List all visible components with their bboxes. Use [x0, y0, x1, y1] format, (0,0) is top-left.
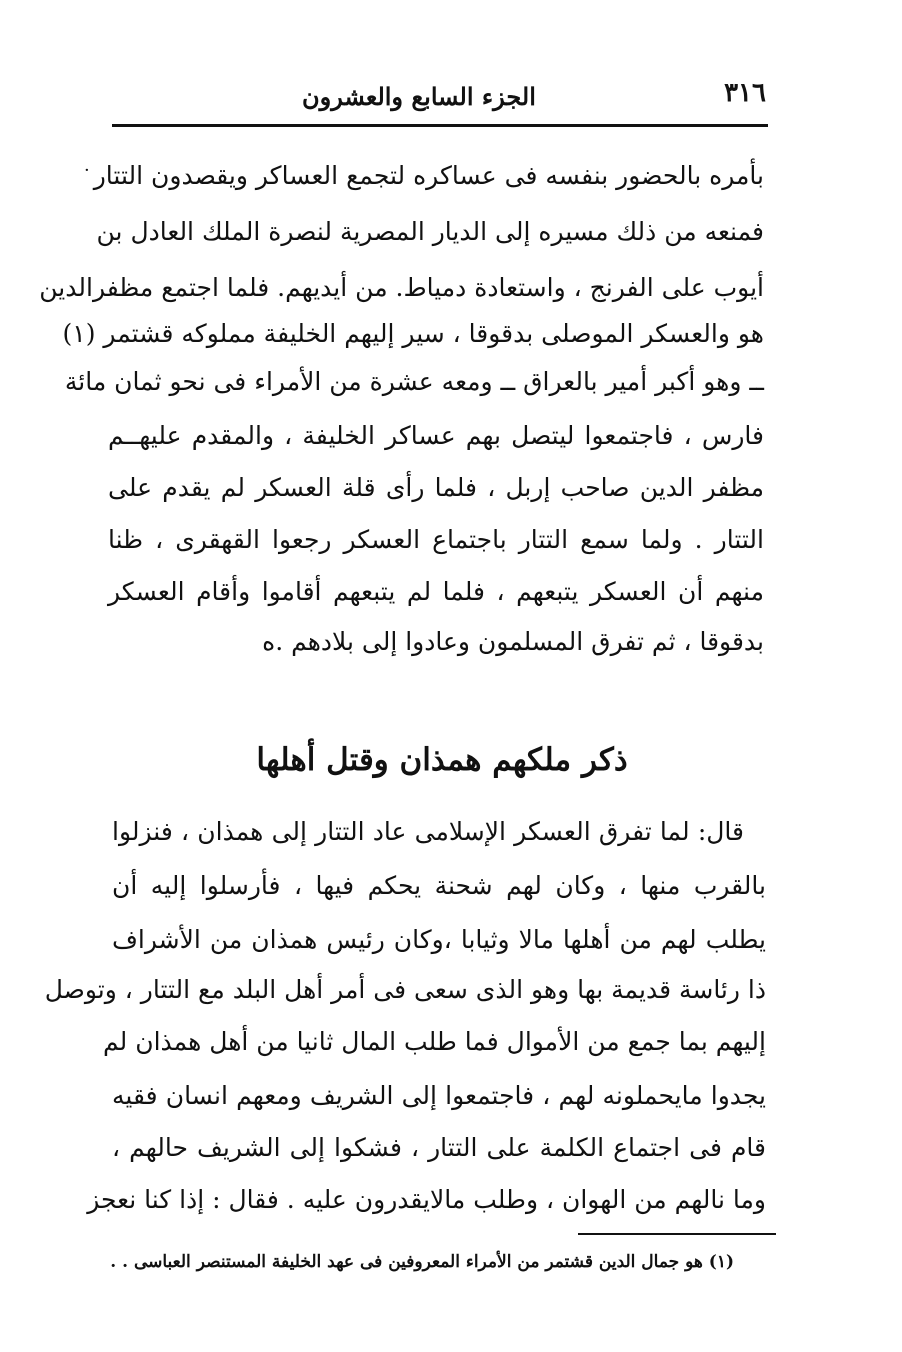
margin-mark: · — [84, 160, 90, 181]
paragraph-2-line: إليهم بما جمع من الأموال فما طلب المال ثانيا من أهل همذان لم — [103, 1027, 766, 1056]
paragraph-1-line: فارس ، فاجتمعوا ليتصل بهم عساكر الخليفة ، والمقدم عليهــم — [108, 421, 764, 450]
paragraph-2-line: ذا رئاسة قديمة بها وهو الذى سعى فى أمر أهل البلد مع التتار ، وتوصل — [44, 975, 766, 1004]
paragraph-1-line: هو والعسكر الموصلى بدقوقا ، سير إليهم الخليفة مملوكه قشتمر (١) — [62, 319, 764, 348]
footnote: (١) هو جمال الدين قشتمر من الأمراء المعروفين فى عهد الخليفة المستنصر العباسى . . — [110, 1252, 734, 1272]
header-rule — [112, 124, 768, 127]
paragraph-2-line: يجدوا مايحملونه لهم ، فاجتمعوا إلى الشريف ومعهم انسان فقيه — [112, 1081, 766, 1110]
footnote-rule — [578, 1233, 776, 1235]
page-number: ٣١٦ — [724, 78, 766, 108]
paragraph-1-line: فمنعه من ذلك مسيره إلى الديار المصرية لنصرة الملك العادل بن — [96, 217, 764, 246]
running-title: الجزء السابع والعشرون — [302, 82, 536, 111]
paragraph-1-line: أيوب على الفرنج ، واستعادة دمياط. من أيديهم. فلما اجتمع مظفرالدين — [39, 273, 764, 302]
page-header — [112, 72, 766, 122]
section-heading: ذكر ملكهم همذان وقتل أهلها — [256, 742, 628, 778]
paragraph-2-line: وما نالهم من الهوان ، وطلب مالايقدرون عليه . فقال : إذا كنا نعجز — [87, 1185, 766, 1214]
paragraph-1-line: منهم أن العسكر يتبعهم ، فلما لم يتبعهم أقاموا وأقام العسكر — [108, 577, 764, 606]
paragraph-1-line: ــ وهو أكبر أمير بالعراق ــ ومعه عشرة من الأمراء فى نحو ثمان مائة — [64, 367, 764, 396]
paragraph-1-line: بأمره بالحضور بنفسه فى عساكره لتجمع العساكر ويقصدون التتار — [93, 161, 764, 190]
paragraph-1-line: بدقوقا ، ثم تفرق المسلمون وعادوا إلى بلادهم .ه — [262, 627, 764, 656]
paragraph-2-line: بالقرب منها ، وكان لهم شحنة يحكم فيها ، فأرسلوا إليه أن — [112, 871, 766, 900]
paragraph-2-line: قام فى اجتماع الكلمة على التتار ، فشكوا إلى الشريف حالهم ، — [112, 1133, 766, 1162]
paragraph-1-line: مظفر الدين صاحب إربل ، فلما رأى قلة العسكر لم يقدم على — [108, 473, 764, 502]
paragraph-2-line: قال: لما تفرق العسكر الإسلامى عاد التتار إلى همذان ، فنزلوا — [112, 817, 744, 846]
paragraph-2-line: يطلب لهم من أهلها مالا وثيابا ،وكان رئيس همذان من الأشراف — [112, 925, 766, 954]
paragraph-1-line: التتار . ولما سمع التتار باجتماع العسكر رجعوا القهقرى ، ظنا — [108, 525, 764, 554]
